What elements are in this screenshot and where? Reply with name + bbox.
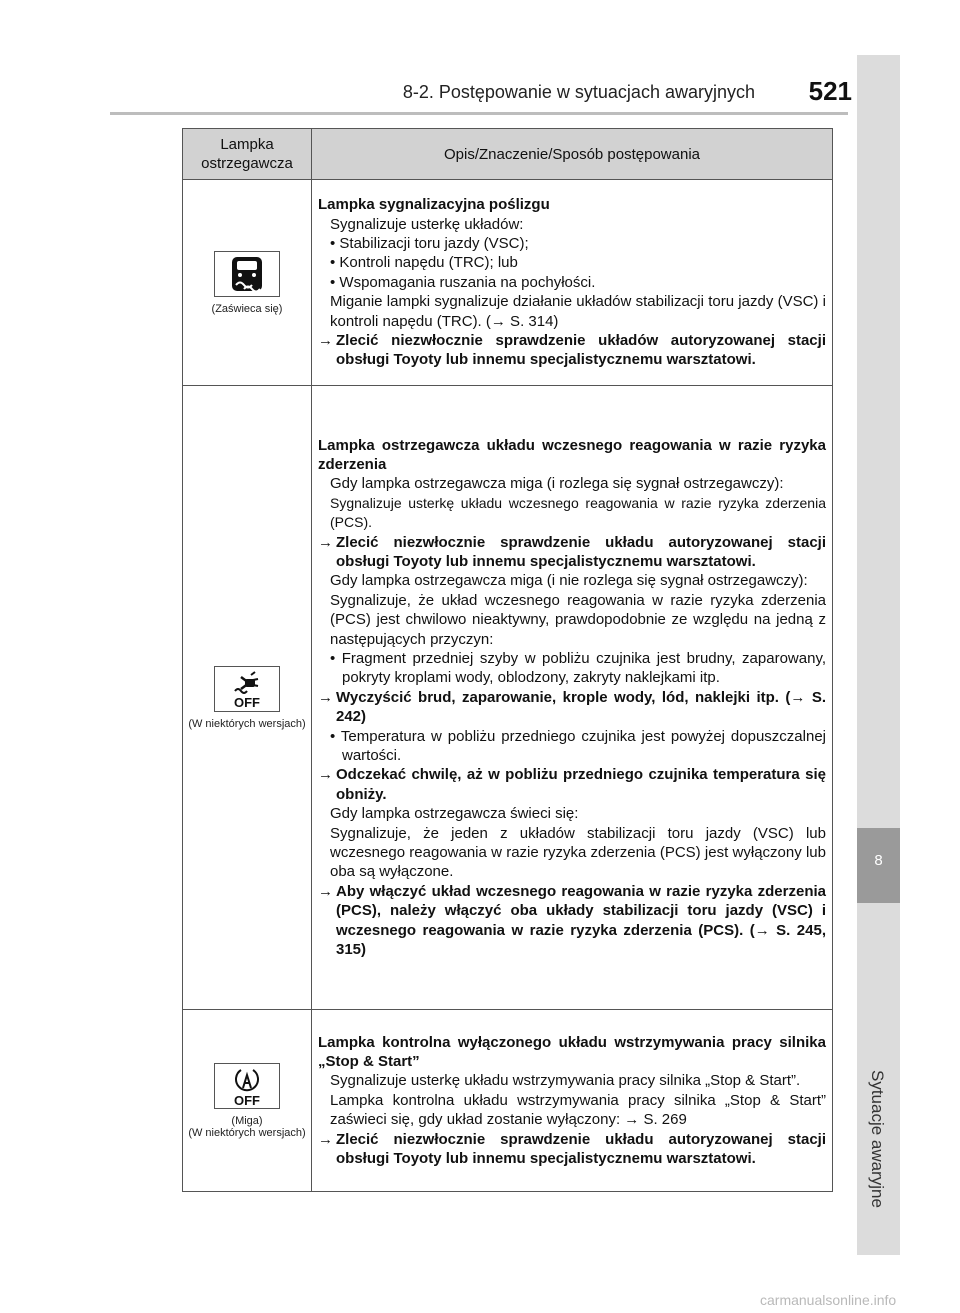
- desc-bullet: • Fragment przedniej szyby w pobliżu czujnika jest brudny, zaparowany, pokryty kroplami wody, oblodzony, zakryty naklejkami itp.: [330, 649, 826, 687]
- desc-line: Gdy lampka ostrzegawcza świeci się:: [330, 805, 579, 823]
- action-line: → Aby włączyć układ wczesnego reagowania w razie ryzyka zderzenia (PCS), należy włączyć oba układy stabilizacji toru jazdy (VSC) i wczesnego reagowania w razie ryzyka zderzenia (PCS). (→ S. 245, 315): [318, 882, 826, 959]
- desc-line: Gdy lampka ostrzegawcza miga (i rozlega się sygnał ostrzegawczy):: [330, 475, 784, 493]
- lamp-note: (W niektórych wersjach): [188, 717, 306, 730]
- row-title: Lampka kontrolna wyłączonego układu wstrzymywania pracy silnika „Stop & Start”: [318, 1033, 826, 1070]
- arrow-icon: →: [318, 688, 333, 706]
- lamp-note: (Zaświeca się): [211, 302, 283, 315]
- stop-start-off-icon: [214, 1063, 280, 1109]
- arrow-icon: →: [318, 533, 333, 551]
- desc-bullet: • Kontroli napędu (TRC); lub: [330, 254, 518, 272]
- lamp-cell: [183, 180, 312, 386]
- description-cell: [312, 180, 833, 386]
- desc-line: Sygnalizuje, że układ wczesnego reagowania w razie ryzyka zderzenia (PCS) jest chwilowo nieaktywny, prawdopodobnie ze względu na jedną z następujących przyczyn:: [330, 591, 826, 648]
- off-label: OFF: [234, 1092, 260, 1108]
- description-cell: [312, 1010, 833, 1192]
- description-cell: [312, 386, 833, 1010]
- table-row: [183, 386, 833, 1010]
- section-title: 8-2. Postępowanie w sytuacjach awaryjnych: [402, 82, 755, 102]
- lamp-cell: [183, 1010, 312, 1192]
- desc-line: Sygnalizuje usterkę układów:: [330, 215, 524, 233]
- footer-watermark: carmanualsonline.info: [760, 1292, 897, 1308]
- warning-lamps-table: [182, 128, 833, 1192]
- desc-line: Sygnalizuje usterkę układu wstrzymywania pracy silnika „Stop & Start”.: [330, 1072, 801, 1090]
- arrow-icon: →: [318, 332, 333, 350]
- row-title: Lampka ostrzegawcza układu wczesnego reagowania w razie ryzyka zderzenia: [318, 436, 826, 473]
- chapter-number: 8: [874, 852, 883, 869]
- header-description: Opis/Znaczenie/Sposób postępowania: [312, 129, 833, 180]
- table-header-row: [183, 129, 833, 180]
- arrow-icon: →: [318, 882, 333, 900]
- action-line: → Wyczyścić brud, zaparowanie, krople wody, lód, naklejki itp. (→ S. 242): [318, 688, 826, 726]
- action-line: → Zlecić niezwłocznie sprawdzenie układu autoryzowanej stacji obsługi Toyoty lub innemu specjalistycznemu warsztatowi.: [318, 533, 826, 570]
- action-line: → Zlecić niezwłocznie sprawdzenie układu autoryzowanej stacji obsługi Toyoty lub innemu specjalistycznemu warsztatowi.: [318, 1130, 826, 1168]
- action-line: → Odczekać chwilę, aż w pobliżu przedniego czujnika temperatura się obniży.: [318, 766, 826, 803]
- arrow-icon: →: [318, 766, 333, 784]
- lamp-note: (Miga) (W niektórych wersjach): [188, 1114, 306, 1139]
- desc-line: Gdy lampka ostrzegawcza miga (i nie rozlega się sygnał ostrzegawczy):: [330, 572, 808, 590]
- pcs-off-icon: [214, 666, 280, 712]
- table-row: [183, 1010, 833, 1192]
- header-lamp: Lampka ostrzegawcza: [183, 129, 312, 180]
- off-label: OFF: [234, 694, 260, 710]
- desc-line: Lampka kontrolna układu wstrzymywania pracy silnika „Stop & Start” zaświeci się, gdy układ zostanie wyłączony: → S. 269: [330, 1091, 826, 1129]
- chapter-label: Sytuacje awaryjne: [868, 1070, 887, 1208]
- desc-line: Miganie lampki sygnalizuje działanie układów stabilizacji toru jazdy (VSC) i kontroli napędu (TRC). (→ S. 314): [330, 293, 826, 330]
- table-row: [183, 180, 833, 386]
- desc-line: Sygnalizuje, że jeden z układów stabilizacji toru jazdy (VSC) lub wczesnego reagowania w razie ryzyka zderzenia (PCS) jest wyłączony lub oba są wyłączone.: [330, 824, 826, 881]
- page-number: 521: [808, 76, 852, 106]
- desc-line: Sygnalizuje usterkę układu wczesnego reagowania w razie ryzyka zderzenia (PCS).: [330, 494, 826, 531]
- row-title: Lampka sygnalizacyjna poślizgu: [318, 196, 550, 214]
- lamp-cell: [183, 386, 312, 1010]
- desc-bullet: • Temperatura w pobliżu przedniego czujnika jest powyżej dopuszczalnej wartości.: [330, 727, 826, 765]
- desc-bullet: • Wspomagania ruszania na pochyłości.: [330, 273, 596, 291]
- action-line: → Zlecić niezwłocznie sprawdzenie układów autoryzowanej stacji obsługi Toyoty lub innemu specjalistycznemu warsztatowi.: [318, 332, 826, 369]
- desc-bullet: • Stabilizacji toru jazdy (VSC);: [330, 234, 529, 252]
- slip-indicator-icon: [214, 251, 280, 297]
- arrow-icon: →: [318, 1130, 333, 1148]
- header-divider: [110, 112, 848, 115]
